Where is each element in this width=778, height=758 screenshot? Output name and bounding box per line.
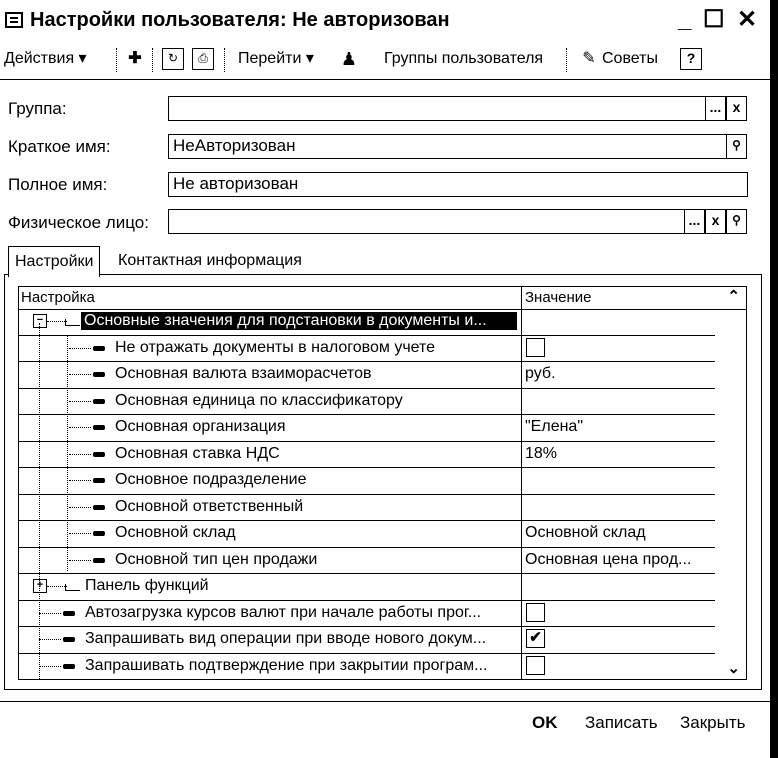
row-name: Автозагрузка курсов валют при начале работы прог...: [85, 603, 482, 621]
setting-icon: [93, 478, 105, 483]
maximize-button[interactable]: ☐: [703, 6, 725, 33]
setting-icon: [93, 372, 105, 377]
row-name: Запрашивать подтверждение при закрытии програм...: [85, 656, 488, 674]
row-name: Основная ставка НДС: [115, 444, 280, 462]
collapse-icon[interactable]: −: [33, 314, 47, 328]
expand-icon[interactable]: +: [33, 579, 47, 593]
row-name: Запрашивать вид операции при вводе нового докум...: [85, 630, 487, 647]
person-select-button[interactable]: ...: [684, 209, 705, 234]
full-name-label: Полное имя:: [8, 175, 108, 194]
column-separator: [521, 495, 522, 521]
tree-connector: [39, 613, 61, 614]
tree-row-group[interactable]: [19, 574, 715, 601]
setting-icon: [63, 664, 75, 669]
tree-connector: [69, 374, 91, 375]
column-separator: [521, 627, 522, 653]
column-header-value[interactable]: Значение: [525, 289, 592, 306]
tree-row[interactable]: [19, 362, 715, 389]
column-separator: [521, 601, 522, 627]
short-name-label: Краткое имя:: [8, 137, 111, 156]
column-header-setting[interactable]: Настройка: [21, 289, 95, 306]
goto-menu[interactable]: Перейти ▾: [238, 50, 314, 67]
user-groups-button[interactable]: Группы пользователя: [384, 50, 544, 67]
tips-button[interactable]: Советы: [602, 50, 658, 67]
tree-connector: [69, 454, 91, 455]
row-value: Основной склад: [525, 524, 646, 541]
tree-row[interactable]: [19, 468, 715, 495]
person-label: Физическое лицо:: [8, 213, 149, 232]
tree-connector: [69, 348, 91, 349]
tab-contact-info[interactable]: Контактная информация: [118, 252, 302, 269]
checkbox[interactable]: ✔: [526, 629, 545, 648]
setting-icon: [93, 558, 105, 563]
form-icon: [5, 12, 23, 28]
setting-icon: [93, 399, 105, 404]
column-separator: [521, 287, 522, 309]
tab-settings[interactable]: Настройки: [8, 246, 100, 277]
person-field[interactable]: [168, 209, 685, 234]
column-separator: [521, 654, 522, 681]
row-name: Основной тип цен продажи: [115, 550, 318, 568]
tree-connector: [69, 480, 91, 481]
setting-icon: [63, 611, 75, 616]
setting-icon: [93, 531, 105, 536]
group-field[interactable]: [168, 96, 706, 121]
row-name: Основной ответственный: [115, 497, 304, 515]
users-group-icon[interactable]: ♟: [340, 49, 358, 69]
full-name-field[interactable]: Не авторизован: [168, 172, 748, 197]
row-name: Основное подразделение: [115, 471, 307, 488]
setting-icon: [63, 637, 75, 642]
tree-connector: [39, 666, 61, 667]
search-icon[interactable]: ⚲: [726, 134, 747, 159]
tree-connector: [47, 586, 67, 587]
tree-row[interactable]: [19, 548, 715, 575]
print-icon[interactable]: ⎙: [192, 48, 214, 70]
footer-divider: [0, 701, 770, 702]
tree-connector: [69, 427, 91, 428]
group-label: Группа:: [8, 99, 67, 118]
checkbox[interactable]: [526, 338, 545, 357]
column-separator: [521, 468, 522, 494]
minimize-button[interactable]: _: [678, 6, 692, 33]
checkbox[interactable]: [526, 603, 545, 622]
tree-row[interactable]: [19, 442, 715, 469]
window-title: Настройки пользователя: Не авторизован: [30, 9, 450, 31]
folder-icon: [65, 319, 80, 326]
tree-connector: [69, 507, 91, 508]
column-separator: [521, 362, 522, 388]
short-name-field[interactable]: НеАвторизован: [168, 134, 727, 159]
row-name: Основной склад: [115, 524, 236, 541]
row-value: "Елена": [525, 418, 583, 435]
toolbar-separator: [566, 48, 567, 72]
column-separator: [521, 336, 522, 362]
toolbar-separator: [152, 48, 153, 72]
column-separator: [521, 521, 522, 547]
tree-row[interactable]: [19, 627, 715, 654]
tree-connector: [39, 639, 61, 640]
title-bar: [0, 0, 770, 40]
tree-row[interactable]: [19, 336, 715, 363]
tree-row[interactable]: [19, 654, 715, 681]
column-separator: [521, 415, 522, 441]
close-button[interactable]: ✕: [737, 6, 758, 33]
actions-menu[interactable]: Действия ▾: [4, 50, 87, 67]
toolbar-separator: [224, 48, 225, 72]
tree-connector: [47, 321, 67, 322]
checkbox[interactable]: [526, 656, 545, 675]
save-button[interactable]: Записать: [585, 713, 658, 732]
row-name: Не отражать документы в налоговом учете: [115, 338, 436, 356]
row-value: 18%: [525, 444, 558, 462]
column-separator: [521, 574, 522, 600]
row-value: руб.: [525, 365, 556, 382]
column-separator: [521, 442, 522, 468]
tree-row[interactable]: [19, 389, 715, 416]
group-select-button[interactable]: ...: [705, 96, 726, 121]
tree-row-group[interactable]: [19, 309, 715, 336]
setting-icon: [93, 346, 105, 351]
refresh-icon[interactable]: ↻: [162, 48, 184, 70]
setting-icon: [93, 505, 105, 510]
row-name: Основная организация: [115, 418, 286, 435]
window-edge: [770, 0, 778, 758]
tree-connector: [69, 560, 91, 561]
tree-row[interactable]: [19, 521, 715, 548]
tree-connector: [69, 533, 91, 534]
settings-tree-grid[interactable]: [18, 286, 747, 680]
row-name: Основная валюта взаиморасчетов: [115, 365, 372, 382]
toolbar: [0, 44, 770, 76]
scroll-up-icon[interactable]: ⌃: [727, 288, 740, 305]
column-separator: [521, 309, 522, 335]
person-clear-button[interactable]: x: [705, 209, 726, 234]
tree-row[interactable]: [19, 415, 715, 442]
scroll-down-icon[interactable]: ⌄: [727, 660, 740, 677]
column-separator: [521, 548, 522, 574]
help-button[interactable]: ?: [680, 48, 702, 70]
row-name: Основные значения для подстановки в документы и...: [81, 312, 517, 330]
add-copy-icon[interactable]: ✚: [128, 50, 142, 67]
tree-row[interactable]: [19, 495, 715, 522]
setting-icon: [93, 452, 105, 457]
toolbar-divider: [0, 79, 770, 80]
search-icon[interactable]: ⚲: [726, 209, 747, 234]
ok-button[interactable]: OK: [532, 713, 558, 732]
toolbar-separator: [116, 48, 117, 72]
row-name: Основная единица по классификатору: [115, 391, 403, 409]
close-form-button[interactable]: Закрыть: [680, 713, 746, 732]
tree-row[interactable]: [19, 601, 715, 628]
tree-connector: [69, 401, 91, 402]
row-name: Панель функций: [85, 577, 209, 594]
row-value: Основная цена прод...: [525, 550, 692, 568]
group-clear-button[interactable]: x: [726, 96, 747, 121]
column-separator: [521, 389, 522, 415]
tips-icon[interactable]: ✎: [582, 50, 596, 67]
setting-icon: [93, 425, 105, 430]
grid-header: [19, 287, 746, 310]
folder-icon: [65, 584, 80, 591]
